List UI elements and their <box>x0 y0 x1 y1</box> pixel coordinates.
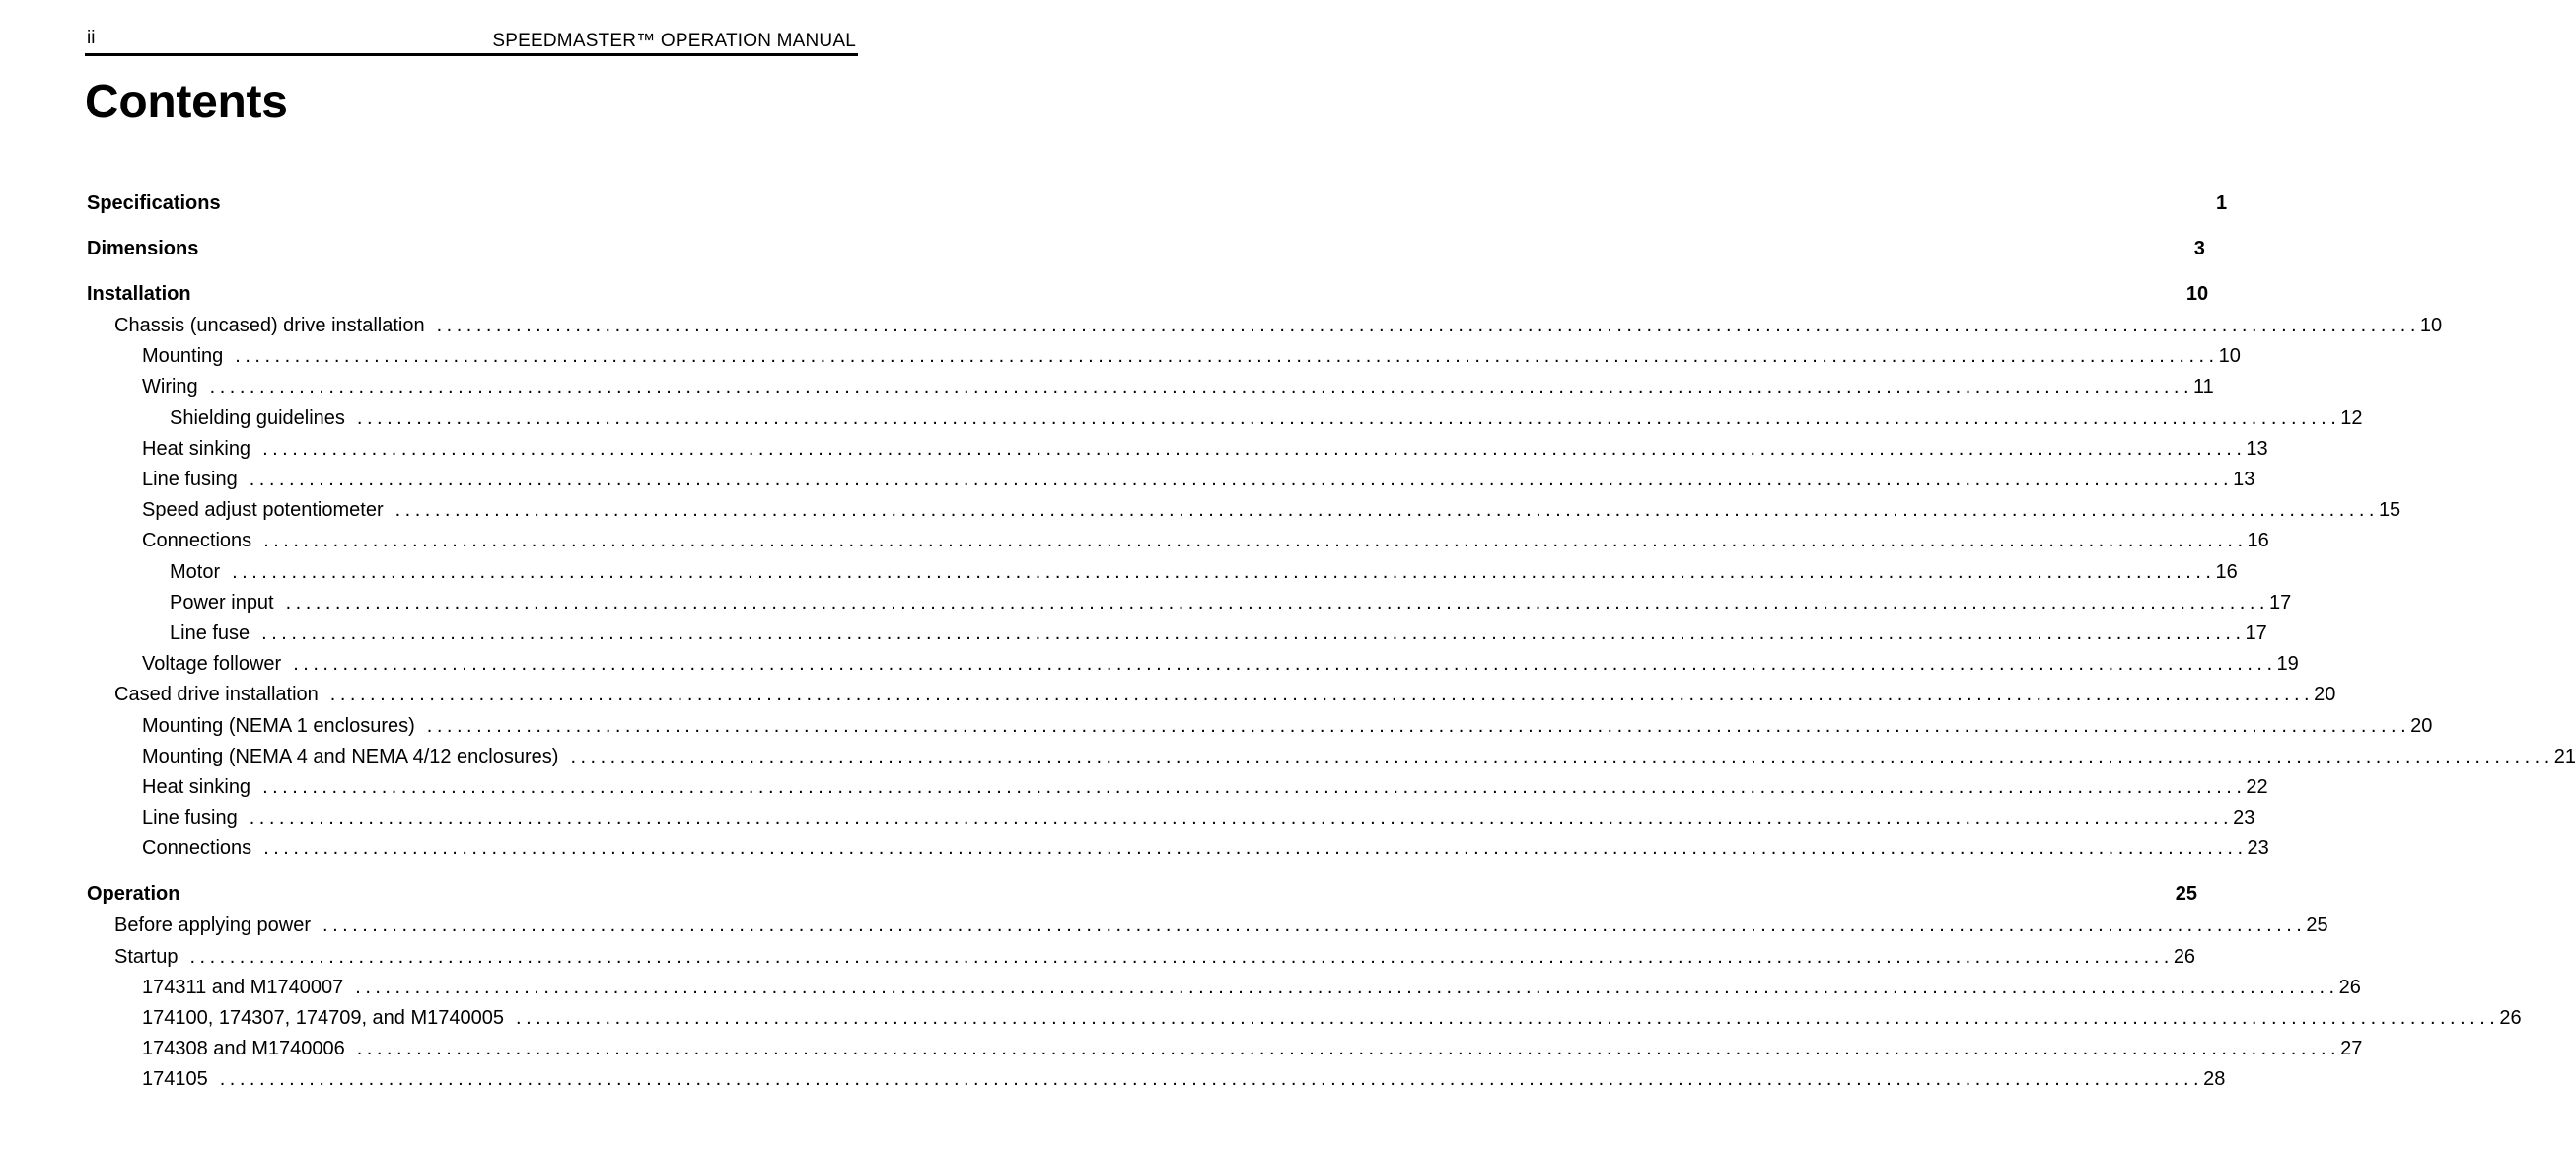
toc-entry[interactable] <box>87 745 2576 771</box>
toc-entry-page: 12 <box>2340 406 2363 429</box>
dot-leader: ........................................................................................................................................................................................................ <box>436 315 2420 336</box>
toc-entry-page: 17 <box>2268 591 2292 614</box>
manual-title: SPEEDMASTER™ OPERATION MANUAL <box>492 31 856 51</box>
toc-entry-page: 19 <box>2276 653 2299 676</box>
toc-entry[interactable] <box>87 837 2269 863</box>
toc-entry-page: 15 <box>2378 499 2401 522</box>
dot-leader: ........................................................................................................................................................................................................ <box>249 807 2234 830</box>
toc-entry-page: 25 <box>2306 914 2328 937</box>
toc-entry-label: Chassis (uncased) drive installation <box>114 315 425 336</box>
toc-entry[interactable] <box>87 1038 2363 1063</box>
header-rule <box>85 53 858 56</box>
toc-entry-label: Line fusing <box>142 469 238 490</box>
toc-entry-label: Voltage follower <box>142 653 282 676</box>
toc-entry[interactable] <box>87 499 2401 525</box>
toc-entry-label: Wiring <box>142 376 198 399</box>
toc-entry-label: 174311 and M1740007 <box>142 976 344 998</box>
toc-entry-page: 13 <box>2233 469 2255 490</box>
toc-entry-label: Operation <box>87 883 180 906</box>
toc-entry-page: 16 <box>2247 530 2269 552</box>
toc-entry-page: 17 <box>2245 622 2267 644</box>
toc-entry-page: 13 <box>2246 437 2268 460</box>
toc-entry[interactable] <box>87 560 2238 587</box>
toc-entry-label: Dimensions <box>87 238 199 259</box>
toc-entry-page: 22 <box>2246 776 2268 798</box>
dot-leader: ........................................................................................................................................................................................................ <box>394 499 2379 522</box>
toc-entry-page: 23 <box>2247 837 2269 860</box>
dot-leader: ........................................................................................................................................................................................................ <box>219 1068 2204 1091</box>
toc-entry-label: 174100, 174307, 174709, and M1740005 <box>142 1007 505 1029</box>
dot-leader: ........................................................................................................................................................................................................ <box>516 1007 2500 1029</box>
toc-entry[interactable] <box>87 469 2255 494</box>
toc-entry-label: Installation <box>87 283 191 305</box>
dot-leader: ........................................................................................................................................................................................................ <box>355 976 2339 998</box>
toc-entry-page: 20 <box>2314 684 2336 706</box>
toc-entry-label: Cased drive installation <box>114 684 319 706</box>
toc-entry-page: 25 <box>2175 883 2198 906</box>
toc-entry-label: Speed adjust potentiometer <box>142 499 384 522</box>
toc-entry-page: 3 <box>2193 238 2205 259</box>
toc-entry-page: 10 <box>2218 345 2241 368</box>
toc-entry[interactable] <box>87 437 2268 464</box>
toc-entry[interactable] <box>87 345 2241 371</box>
toc-section[interactable] <box>87 883 2198 909</box>
toc-entry[interactable] <box>87 591 2292 618</box>
page-number: ii <box>87 28 96 48</box>
toc-entry-label: Connections <box>142 837 252 860</box>
toc-section[interactable] <box>87 238 2205 263</box>
dot-leader: ........................................................................................................................................................................................................ <box>235 345 2219 368</box>
toc-entry-page: 28 <box>2203 1068 2226 1091</box>
dot-leader: ........................................................................................................................................................................................................ <box>329 684 2315 706</box>
toc-entry-page: 26 <box>2338 976 2361 998</box>
toc-entry[interactable] <box>87 376 2214 401</box>
toc-entry-label: 174308 and M1740006 <box>142 1038 345 1060</box>
toc-entry-page: 11 <box>2193 376 2214 399</box>
toc-entry[interactable] <box>87 714 2433 741</box>
toc-entry[interactable] <box>87 315 2443 340</box>
dot-leader: ........................................................................................................................................................................................................ <box>293 653 2277 676</box>
toc-entry[interactable] <box>87 1007 2522 1033</box>
toc-entry-label: Shielding guidelines <box>170 406 345 429</box>
toc-entry-label: Specifications <box>87 192 221 214</box>
dot-leader: ........................................................................................................................................................................................................ <box>262 437 2247 460</box>
toc-entry-label: Startup <box>114 945 179 968</box>
dot-leader: ........................................................................................................................................................................................................ <box>249 469 2234 490</box>
dot-leader: ........................................................................................................................................................................................................ <box>263 837 2248 860</box>
toc-entry-page: 16 <box>2215 560 2238 583</box>
dot-leader: ........................................................................................................................................................................................................ <box>262 776 2247 798</box>
toc-entry[interactable] <box>87 530 2269 555</box>
dot-leader: ........................................................................................................................................................................................................ <box>263 530 2248 552</box>
dot-leader: ........................................................................................................................................................................................................ <box>322 914 2307 937</box>
toc-entry[interactable] <box>87 684 2336 709</box>
toc-entry-page: 26 <box>2499 1007 2522 1029</box>
toc-entry-page: 1 <box>2215 192 2228 214</box>
toc-entry-label: Heat sinking <box>142 437 251 460</box>
toc-entry-page: 23 <box>2233 807 2255 830</box>
toc-entry-page: 27 <box>2340 1038 2363 1060</box>
toc-entry[interactable] <box>87 406 2363 433</box>
toc-section[interactable] <box>87 192 2228 218</box>
toc-entry-page: 26 <box>2173 945 2196 968</box>
toc-entry-label: Heat sinking <box>142 776 251 798</box>
dot-leader: ........................................................................................................................................................................................................ <box>261 622 2246 644</box>
dot-leader: ........................................................................................................................................................................................................ <box>426 714 2411 737</box>
dot-leader: ........................................................................................................................................................................................................ <box>285 591 2269 614</box>
dot-leader: ........................................................................................................................................................................................................ <box>570 745 2554 767</box>
toc-entry-label: Motor <box>170 560 221 583</box>
toc-entry-label: Power input <box>170 591 274 614</box>
toc-entry[interactable] <box>87 914 2328 940</box>
toc-entry-label: Mounting <box>142 345 224 368</box>
toc-entry[interactable] <box>87 807 2255 833</box>
toc-entry-label: Before applying power <box>114 914 312 937</box>
page-title: Contents <box>85 76 288 128</box>
toc-entry[interactable] <box>87 653 2299 679</box>
toc-entry-label: Line fuse <box>170 622 250 644</box>
dot-leader: ........................................................................................................................................................................................................ <box>356 1038 2341 1060</box>
running-header <box>85 24 858 56</box>
toc-entry[interactable] <box>87 776 2268 802</box>
dot-leader: ........................................................................................................................................................................................................ <box>232 560 2216 583</box>
toc-entry[interactable] <box>87 945 2196 972</box>
toc-entry[interactable] <box>87 976 2361 1002</box>
dot-leader: ........................................................................................................................................................................................................ <box>189 945 2174 968</box>
dot-leader: ........................................................................................................................................................................................................ <box>356 406 2341 429</box>
toc-entry-label: 174105 <box>142 1068 208 1091</box>
toc-entry-page: 21 <box>2553 745 2576 767</box>
toc-entry-page: 20 <box>2410 714 2433 737</box>
toc-entry-label: Line fusing <box>142 807 238 830</box>
toc-entry-page: 10 <box>2419 315 2443 336</box>
toc-entry-page: 10 <box>2185 283 2209 305</box>
toc-entry-label: Mounting (NEMA 4 and NEMA 4/12 enclosures) <box>142 745 559 767</box>
toc-entry[interactable] <box>87 622 2267 648</box>
toc-section[interactable] <box>87 283 2209 309</box>
dot-leader: ........................................................................................................................................................................................................ <box>209 376 2193 399</box>
toc-entry-label: Connections <box>142 530 252 552</box>
toc-entry[interactable] <box>87 1068 2226 1094</box>
toc-entry-label: Mounting (NEMA 1 enclosures) <box>142 714 415 737</box>
